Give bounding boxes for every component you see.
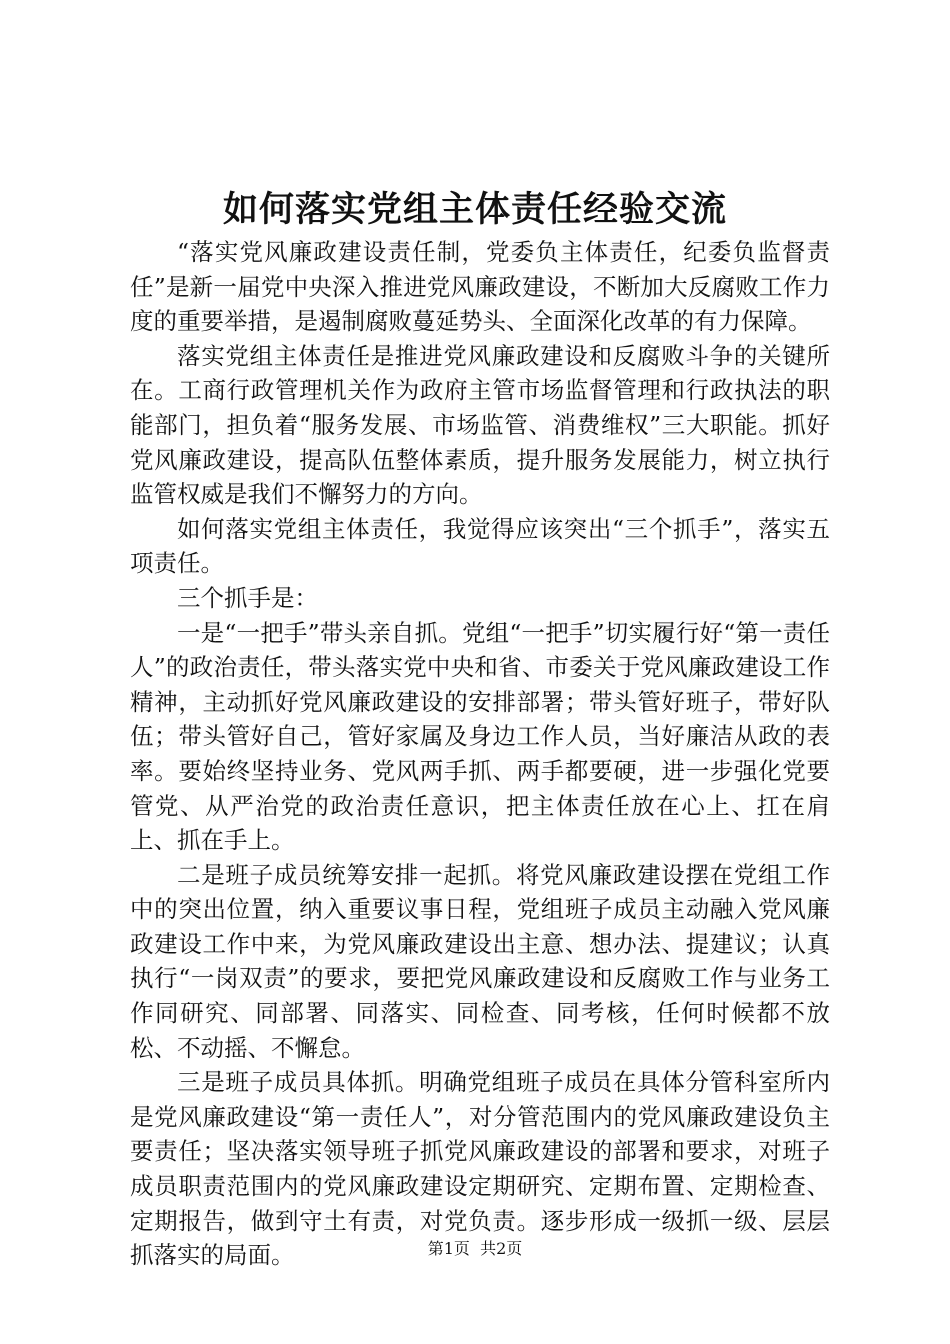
paragraph: “落实党风廉政建设责任制，党委负主体责任，纪委负监督责任”是新一届党中央深入推进党风廉政建设，不断加大反腐败工作力度的重要举措，是遏制腐败蔓延势头、全面深化改革的有力保障。 xyxy=(130,238,830,336)
document-body xyxy=(130,235,830,1273)
document-title: 如何落实党组主体责任经验交流 xyxy=(222,189,727,230)
page-number-footer: 第1页 共2页 xyxy=(427,1239,523,1258)
paragraph: 如何落实党组主体责任，我觉得应该突出“三个抓手”，落实五项责任。 xyxy=(130,514,830,578)
paragraph: 二是班子成员统筹安排一起抓。将党风廉政建设摆在党组工作中的突出位置，纳入重要议事日程，党组班子成员主动融入党风廉政建设工作中来，为党风廉政建设出主意、想办法、提建议；认真执行“一岗双责”的要求，要把党风廉政建设和反腐败工作与业务工作同研究、同部署、同落实、同检查、同考核，任何时候都不放松、不动摇、不懈怠。 xyxy=(130,860,830,1062)
paragraph: 落实党组主体责任是推进党风廉政建设和反腐败斗争的关键所在。工商行政管理机关作为政府主管市场监督管理和行政执法的职能部门，担负着“服务发展、市场监管、消费维权”三大职能。抓好党风廉政建设，提高队伍整体素质，提升服务发展能力，树立执行监管权威是我们不懈努力的方向。 xyxy=(130,341,830,509)
paragraph: 一是“一把手”带头亲自抓。党组“一把手”切实履行好“第一责任人”的政治责任，带头落实党中央和省、市委关于党风廉政建设工作精神，主动抓好党风廉政建设的安排部署；带头管好班子，带好队伍；带头管好自己，管好家属及身边工作人员，当好廉洁从政的表率。要始终坚持业务、党风两手抓、两手都要硬，进一步强化党要管党、从严治党的政治责任意识，把主体责任放在心上、扛在肩上、抓在手上。 xyxy=(130,618,830,855)
paragraph: 三是班子成员具体抓。明确党组班子成员在具体分管科室所内是党风廉政建设“第一责任人”，对分管范围内的党风廉政建设负主要责任；坚决落实领导班子抓党风廉政建设的部署和要求，对班子成员职责范围内的党风廉政建设定期研究、定期布置、定期检查、定期报告，做到守土有责，对党负责。逐步形成一级抓一级、层层抓落实的局面。 xyxy=(130,1068,830,1270)
paragraph: 三个抓手是： xyxy=(177,583,318,612)
